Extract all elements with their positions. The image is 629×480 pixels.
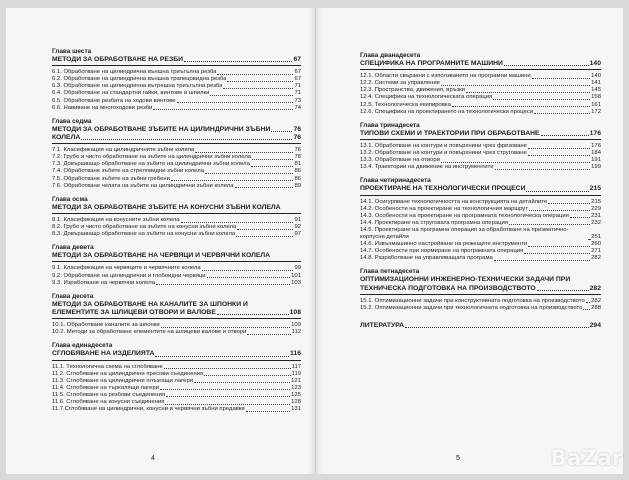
- entry-text: 7.4. Обработване зъбите на стреловидни зъбни колела: [52, 168, 204, 175]
- chapter-title: МЕТОДИ ЗА ОБРАБОТВАНЕ НА КАНАЛИТЕ ЗА ШПОНКИ И: [52, 300, 248, 308]
- toc-entry: [360, 248, 601, 255]
- entry-text: 12.2. Системи за управление: [360, 80, 440, 87]
- toc-entry: [360, 164, 601, 171]
- entry-text: 8.3. Довършващо обработване на зъбите на конусни зъбни колела: [52, 231, 236, 238]
- chapter-title-line: [52, 56, 301, 64]
- chapter-title-line: [52, 301, 301, 309]
- entry-text: 15.1. Оптимизационни задачи при конструктивната подготовка на производството: [360, 297, 585, 304]
- chapter-title: КОЛЕЛА: [52, 133, 81, 141]
- toc-entry: [360, 150, 601, 157]
- chapter-block: [360, 122, 601, 172]
- dot-leader: [237, 229, 293, 230]
- entry-page: 92: [294, 224, 301, 231]
- toc-entry: [360, 220, 601, 227]
- entry-page: 251: [591, 234, 601, 241]
- chapter-label: Глава десета: [52, 292, 94, 300]
- entry-page: 117: [291, 363, 301, 370]
- toc-entry: [52, 76, 301, 83]
- toc-entry: [52, 371, 301, 378]
- toc-entry: [52, 83, 301, 90]
- chapter-title: ОПТИМИЗАЦИОННИ ИНЖЕНЕРНО-ТЕХНИЧЕСКИ ЗАДАЧИ ПРИ: [360, 276, 571, 284]
- entry-page: 112: [291, 329, 301, 336]
- dot-leader: [529, 210, 590, 211]
- toc-entry: [52, 399, 301, 406]
- dot-leader: [466, 92, 590, 93]
- toc-entry: [52, 147, 301, 154]
- entry-text: 8.1. Класификация на конусните зъбни колела: [52, 216, 180, 223]
- dot-leader: [165, 404, 290, 405]
- entry-page: 74: [294, 104, 301, 111]
- dot-leader: [166, 396, 290, 397]
- entry-page: 109: [291, 322, 301, 329]
- dot-leader: [588, 239, 590, 240]
- entry-page: 172: [591, 108, 601, 115]
- entry-list: [52, 322, 301, 336]
- entry-page: 89: [294, 182, 301, 189]
- chapter-label: Глава тринадесета: [360, 121, 420, 129]
- entry-page: 229: [591, 205, 601, 212]
- chapter-label: Глава дванадесета: [360, 52, 421, 59]
- chapter-label: Глава шеста: [52, 48, 92, 55]
- toc-entry: [52, 231, 301, 238]
- entry-page: 86: [294, 168, 301, 175]
- toc-entry: [360, 227, 601, 241]
- entry-text: 10.2. Методи за обработване елементите на шлицеви валове и отвори: [52, 329, 247, 336]
- entry-page: 81: [294, 161, 301, 168]
- entry-text: 14.1. Осигуряване технологичността на конструкцията на детайлите: [360, 198, 548, 205]
- chapter-page: 282: [589, 284, 601, 292]
- entry-page: 73: [294, 97, 301, 104]
- toc-entry: [360, 109, 601, 116]
- entry-page: 140: [591, 73, 601, 80]
- entry-text: 7.3. Довършващо обработване на зъбите на цилиндрични зъбни колела: [52, 161, 250, 168]
- entry-text: 11.4. Сглобяване на търкалящи лагери: [52, 384, 160, 391]
- entry-page: 282: [591, 297, 601, 304]
- toc-entry: [52, 168, 301, 175]
- dot-leader: [194, 382, 290, 383]
- entry-text: 14.6. Извънмашинно настройване на режещите инструменти: [360, 241, 528, 248]
- dot-leader: [537, 290, 589, 291]
- entry-text: 7.1. Класификация на цилиндричните зъбни колела: [52, 147, 195, 154]
- toc-entry: [52, 98, 301, 105]
- chapter-block: [52, 48, 301, 112]
- chapter-label: Глава петнадесета: [360, 268, 420, 276]
- left-toc: [52, 48, 301, 413]
- entry-text: 6.1. Обработване на цилиндрична външна триъгълна резба: [52, 69, 217, 76]
- dot-leader: [207, 277, 291, 278]
- toc-entry: [52, 176, 301, 183]
- entry-list: [360, 199, 601, 263]
- entry-text: 7.5. Обработване зъбите на зъбни гребени: [52, 175, 170, 182]
- dot-leader: [164, 368, 291, 369]
- title-underline: [360, 195, 601, 196]
- entry-text: 14.3. Особености на проектиране на програмната технологическа операция: [360, 212, 569, 219]
- toc-entry: [360, 143, 601, 150]
- entry-page: 215: [591, 198, 601, 205]
- title-underline: [52, 143, 301, 144]
- dot-leader: [177, 102, 294, 103]
- dot-leader: [235, 187, 294, 188]
- title-underline: [52, 213, 301, 214]
- dot-leader: [153, 109, 293, 110]
- dot-leader: [251, 166, 294, 167]
- entry-text: 11.5. Сглобяване на резбови съединения: [52, 391, 165, 398]
- entry-text: 14.7. Особености при нормиране на програмната операция: [360, 248, 524, 255]
- toc-entry: [52, 392, 301, 399]
- chapter-title-line: [360, 60, 601, 68]
- literature-page: 294: [589, 321, 601, 329]
- dot-leader: [247, 334, 290, 335]
- chapter-block: [52, 244, 301, 286]
- toc-entry: [52, 364, 301, 371]
- toc-entry: [52, 105, 301, 112]
- entry-text: 11.3. Сглобяване на цилиндрични плъзгащи лагери: [52, 377, 194, 384]
- toc-entry: [360, 87, 601, 94]
- chapter-title: ЕЛЕМЕНТИТЕ ЗА ШЛИЦЕВИ ОТВОРИ И ВАЛОВЕ: [52, 308, 216, 316]
- entry-page: 101: [291, 272, 301, 279]
- toc-entry: [52, 224, 301, 231]
- right-toc: [360, 52, 601, 312]
- chapter-title: МЕТОДИ ЗА ОБРАБОТВАНЕ ЗЪБИТЕ НА ЦИЛИНДРИЧНИ ЗЪБНИ: [52, 125, 271, 133]
- dot-leader: [494, 260, 590, 261]
- entry-text: 14.4. Проектиране на струговата програмна операция: [360, 219, 508, 226]
- toc-entry: [360, 94, 601, 101]
- chapter-title: МЕТОДИ ЗА ОБРАБОТВАНЕ НА ЧЕРВЯЦИ И ЧЕРВЯЧНИ КОЛЕЛА: [52, 252, 271, 260]
- entry-page: 103: [291, 279, 301, 286]
- title-underline: [360, 69, 601, 70]
- dot-leader: [528, 246, 590, 247]
- chapter-label: Глава осма: [52, 195, 88, 203]
- toc-entry: [52, 329, 301, 336]
- toc-entry: [360, 206, 601, 213]
- chapter-title: СПЕЦИФИКА НА ПРОГРАМНИТЕ МАШИНИ: [360, 60, 503, 67]
- toc-entry: [52, 154, 301, 161]
- entry-page: 67: [294, 69, 301, 76]
- dot-leader: [252, 159, 293, 160]
- title-underline: [52, 261, 301, 262]
- entry-list: [52, 217, 301, 238]
- dot-leader: [184, 61, 292, 62]
- dot-leader: [246, 411, 290, 412]
- chapter-title-line: [360, 285, 601, 293]
- chapter-title: МЕТОДИ ЗА ОБРАБОТВАНЕ НА РЕЗБИ: [52, 56, 183, 63]
- chapter-label: Глава девета: [52, 244, 94, 252]
- dot-leader: [583, 309, 590, 310]
- dot-leader: [524, 253, 590, 254]
- entry-text: 13.3. Обработване на отвори: [360, 157, 440, 164]
- entry-page: 141: [591, 80, 601, 87]
- chapter-block: [52, 342, 301, 413]
- toc-entry: [52, 183, 301, 190]
- entry-list: [52, 364, 301, 414]
- chapter-page: 116: [290, 350, 301, 358]
- chapter-title-line: [52, 309, 301, 317]
- entry-text: 12.6. Специфика на проектирането на технологически процеси: [360, 108, 533, 115]
- entry-page: 71: [294, 90, 301, 97]
- entry-text: 12.4. Специфика на технологическата операция: [360, 94, 493, 101]
- dot-leader: [271, 131, 292, 132]
- toc-entry: [52, 280, 301, 287]
- entry-text: 7.2. Грубо и чисто обработване на зъбите на цилиндрични зъбни колела: [52, 154, 252, 161]
- entry-page: 260: [591, 241, 601, 248]
- toc-entry: [360, 102, 601, 109]
- chapter-title: МЕТОДИ ЗА ОБРАБОТВАНЕ ЗЪБИТЕ НА КОНУСНИ ЗЪБНИ КОЛЕЛА: [52, 203, 281, 211]
- toc-entry: [360, 80, 601, 87]
- entry-text: 14.5. Проектиране на програмна операция за обработване на призматично-корпусни детайли: [360, 226, 569, 241]
- entry-page: 184: [591, 150, 601, 157]
- entry-list: [52, 265, 301, 286]
- entry-text: 13.2. Обработване на контури и повърхнини чрез струговане: [360, 150, 527, 157]
- entry-page: 67: [294, 76, 301, 83]
- entry-page: 123: [291, 384, 301, 391]
- bazar-watermark: BaZar: [550, 446, 623, 470]
- chapter-block: [360, 52, 601, 116]
- chapter-title-line: [360, 185, 601, 193]
- entry-list: [360, 298, 601, 312]
- toc-entry: [52, 322, 301, 329]
- chapter-block: [52, 293, 301, 337]
- entry-page: 128: [291, 398, 301, 405]
- chapter-title-line: [52, 350, 301, 358]
- entry-text: 13.4. Траектории на движение на инструментите: [360, 164, 494, 171]
- entry-page: 231: [591, 212, 601, 219]
- dot-leader: [493, 99, 590, 100]
- entry-text: 6.2. Обработване на цилиндрична външна трапецовидна резба: [52, 76, 227, 83]
- entry-page: 131: [291, 406, 301, 413]
- chapter-title-line: [52, 126, 301, 134]
- toc-entry: [52, 217, 301, 224]
- title-underline: [52, 65, 301, 66]
- entry-list: [360, 143, 601, 171]
- chapter-block: [52, 196, 301, 238]
- toc-entry: [52, 406, 301, 413]
- chapter-page: 76: [293, 133, 301, 141]
- entry-text: 6.6. Навиване на многоходови резби: [52, 104, 153, 111]
- title-underline: [360, 294, 601, 295]
- entry-page: 282: [591, 255, 601, 262]
- toc-entry: [52, 378, 301, 385]
- title-underline: [52, 318, 301, 319]
- entry-text: 9.3. Изработване на червячни колела: [52, 279, 155, 286]
- dot-leader: [205, 173, 293, 174]
- chapter-block: [360, 268, 601, 312]
- entry-page: 125: [291, 391, 301, 398]
- entry-text: 6.3. Обработване на цилиндрична вътрешна триъгълна резба: [52, 83, 223, 90]
- entry-page: 119: [291, 370, 301, 377]
- entry-page: 76: [294, 147, 301, 154]
- toc-entry: [360, 298, 601, 305]
- entry-page: 199: [591, 164, 601, 171]
- entry-text: 14.8. Разработване на управляващата програма: [360, 255, 493, 262]
- dot-leader: [441, 162, 590, 163]
- dot-leader: [541, 135, 589, 136]
- toc-entry: [360, 157, 601, 164]
- page-number-right: 5: [456, 455, 460, 462]
- chapter-title-line: [52, 204, 301, 212]
- entry-page: 271: [591, 248, 601, 255]
- dot-leader: [570, 217, 590, 218]
- entry-page: 232: [591, 219, 601, 226]
- dot-leader: [528, 155, 590, 156]
- dot-leader: [156, 284, 290, 285]
- entry-page: 78: [294, 154, 301, 161]
- toc-entry: [360, 199, 601, 206]
- dot-leader: [217, 314, 289, 315]
- right-page: [315, 8, 623, 474]
- dot-leader: [227, 81, 293, 82]
- chapter-label: Глава седма: [52, 117, 92, 125]
- chapter-title-line: [360, 276, 601, 284]
- entry-list: [52, 147, 301, 190]
- entry-text: 10.1. Обработване каналите за шпонки: [52, 322, 160, 329]
- dot-leader: [586, 302, 590, 303]
- title-underline: [360, 139, 601, 140]
- page-number-left: 4: [151, 455, 155, 462]
- entry-text: 12.1. Области свързани с използването на програмни машини: [360, 73, 531, 80]
- entry-text: 9.2. Обработване на цилиндрични и глобоидни червяци: [52, 272, 206, 279]
- chapter-title: СГЛОБЯВАНЕ НА ИЗДЕЛИЯТА: [52, 350, 155, 358]
- book-spread: [6, 8, 623, 474]
- entry-text: 15.2. Оптимизационни задачи при технологичната подготовка на производството: [360, 304, 583, 311]
- dot-leader: [509, 224, 590, 225]
- dot-leader: [405, 327, 589, 328]
- dot-leader: [202, 270, 294, 271]
- dot-leader: [181, 222, 294, 223]
- dot-leader: [528, 148, 590, 149]
- dot-leader: [223, 88, 293, 89]
- chapter-page: 176: [589, 129, 601, 137]
- dot-leader: [160, 389, 290, 390]
- entry-text: 12.5. Технологическа екипировка: [360, 101, 451, 108]
- literature-title: ЛИТЕРАТУРА: [360, 321, 405, 329]
- entry-page: 121: [291, 377, 301, 384]
- entry-list: [360, 73, 601, 116]
- entry-text: 13.1. Обработване на контури и повърхнини чрез фрезоване: [360, 142, 527, 149]
- dot-leader: [155, 356, 289, 357]
- toc-entry: [52, 385, 301, 392]
- dot-leader: [195, 152, 293, 153]
- entry-text: 8.2. Грубо и чисто обработване на зъбите на конусни зъбни колела: [52, 224, 237, 231]
- entry-text: 9.1. Класификация на червяците и червячните колела: [52, 265, 201, 272]
- dot-leader: [171, 180, 294, 181]
- entry-text: 14.2. Особености на проектиране на технологичния маршрут: [360, 205, 528, 212]
- entry-text: 12.3. Пространства, движения, връзки: [360, 87, 465, 94]
- dot-leader: [548, 203, 590, 204]
- dot-leader: [204, 375, 290, 376]
- entry-page: 91: [294, 216, 301, 223]
- toc-entry: [52, 161, 301, 168]
- entry-list: [52, 69, 301, 112]
- entry-page: 176: [591, 142, 601, 149]
- entry-page: 86: [294, 175, 301, 182]
- entry-page: 71: [294, 83, 301, 90]
- toc-entry: [52, 265, 301, 272]
- chapter-page: 76: [293, 125, 301, 133]
- left-page: [6, 8, 315, 474]
- dot-leader: [532, 78, 591, 79]
- entry-page: 145: [591, 87, 601, 94]
- entry-text: 7.6. Обработване челата на зъбите на цилиндрични зъбни колела: [52, 182, 234, 189]
- chapter-title-line: [360, 130, 601, 138]
- chapter-title-line: [52, 252, 301, 260]
- chapter-page: 108: [289, 308, 301, 316]
- dot-leader: [441, 85, 590, 86]
- dot-leader: [534, 113, 590, 114]
- chapter-title: ПРОЕКТИРАНЕ НА ТЕХНОЛОГИЧЕСКИ ПРОЦЕСИ: [360, 185, 526, 193]
- toc-entry: [360, 255, 601, 262]
- chapter-block: [360, 177, 601, 262]
- dot-leader: [236, 236, 293, 237]
- chapter-title-line: [52, 134, 301, 142]
- toc-entry: [360, 73, 601, 80]
- chapter-label: Глава четиринадесета: [360, 177, 431, 185]
- entry-page: 99: [294, 265, 301, 272]
- entry-page: 191: [591, 157, 601, 164]
- chapter-label: Глава единадесета: [52, 342, 113, 350]
- entry-text: 11.2. Сглобяване на цилиндрични пресови съединения: [52, 370, 204, 377]
- entry-text: 11.7.Сглобяване на цилиндрични, конусни и червячни зъбни предавки: [52, 406, 245, 413]
- dot-leader: [504, 65, 589, 66]
- entry-page: 158: [591, 94, 601, 101]
- dot-leader: [452, 106, 590, 107]
- entry-text: 11.6. Сглобяване на конусни съединения: [52, 398, 165, 405]
- chapter-title: ТЕХНИЧЕСКА ПОДГОТОВКА НА ПРОИЗВОДСТВОТО: [360, 284, 536, 292]
- toc-entry: [52, 273, 301, 280]
- dot-leader: [161, 327, 290, 328]
- dot-leader: [81, 139, 292, 140]
- dot-leader: [495, 169, 591, 170]
- literature-entry: [360, 322, 601, 330]
- toc-entry: [360, 305, 601, 312]
- toc-entry: [52, 69, 301, 76]
- chapter-page: 67: [293, 56, 301, 63]
- chapter-block: [52, 118, 301, 190]
- toc-entry: [360, 213, 601, 220]
- entry-page: 288: [591, 304, 601, 311]
- entry-text: 6.5. Обработване резбата на ходови винтове: [52, 97, 176, 104]
- dot-leader: [210, 95, 293, 96]
- entry-text: 11.1. Технологична схема на сглобяване: [52, 363, 163, 370]
- entry-page: 161: [591, 101, 601, 108]
- title-underline: [52, 360, 301, 361]
- toc-entry: [360, 241, 601, 248]
- chapter-page: 215: [589, 185, 601, 193]
- toc-entry: [52, 90, 301, 97]
- entry-text: 6.4. Обработване на стандартни гайки, винтове и шпилки: [52, 90, 210, 97]
- entry-page: 97: [294, 231, 301, 238]
- chapter-page: 140: [589, 60, 601, 67]
- chapter-title: ТИПОВИ СХЕМИ И ТРАЕКТОРИИ ПРИ ОБРАБОТВАНЕ: [360, 129, 540, 137]
- dot-leader: [526, 191, 588, 192]
- dot-leader: [217, 74, 293, 75]
